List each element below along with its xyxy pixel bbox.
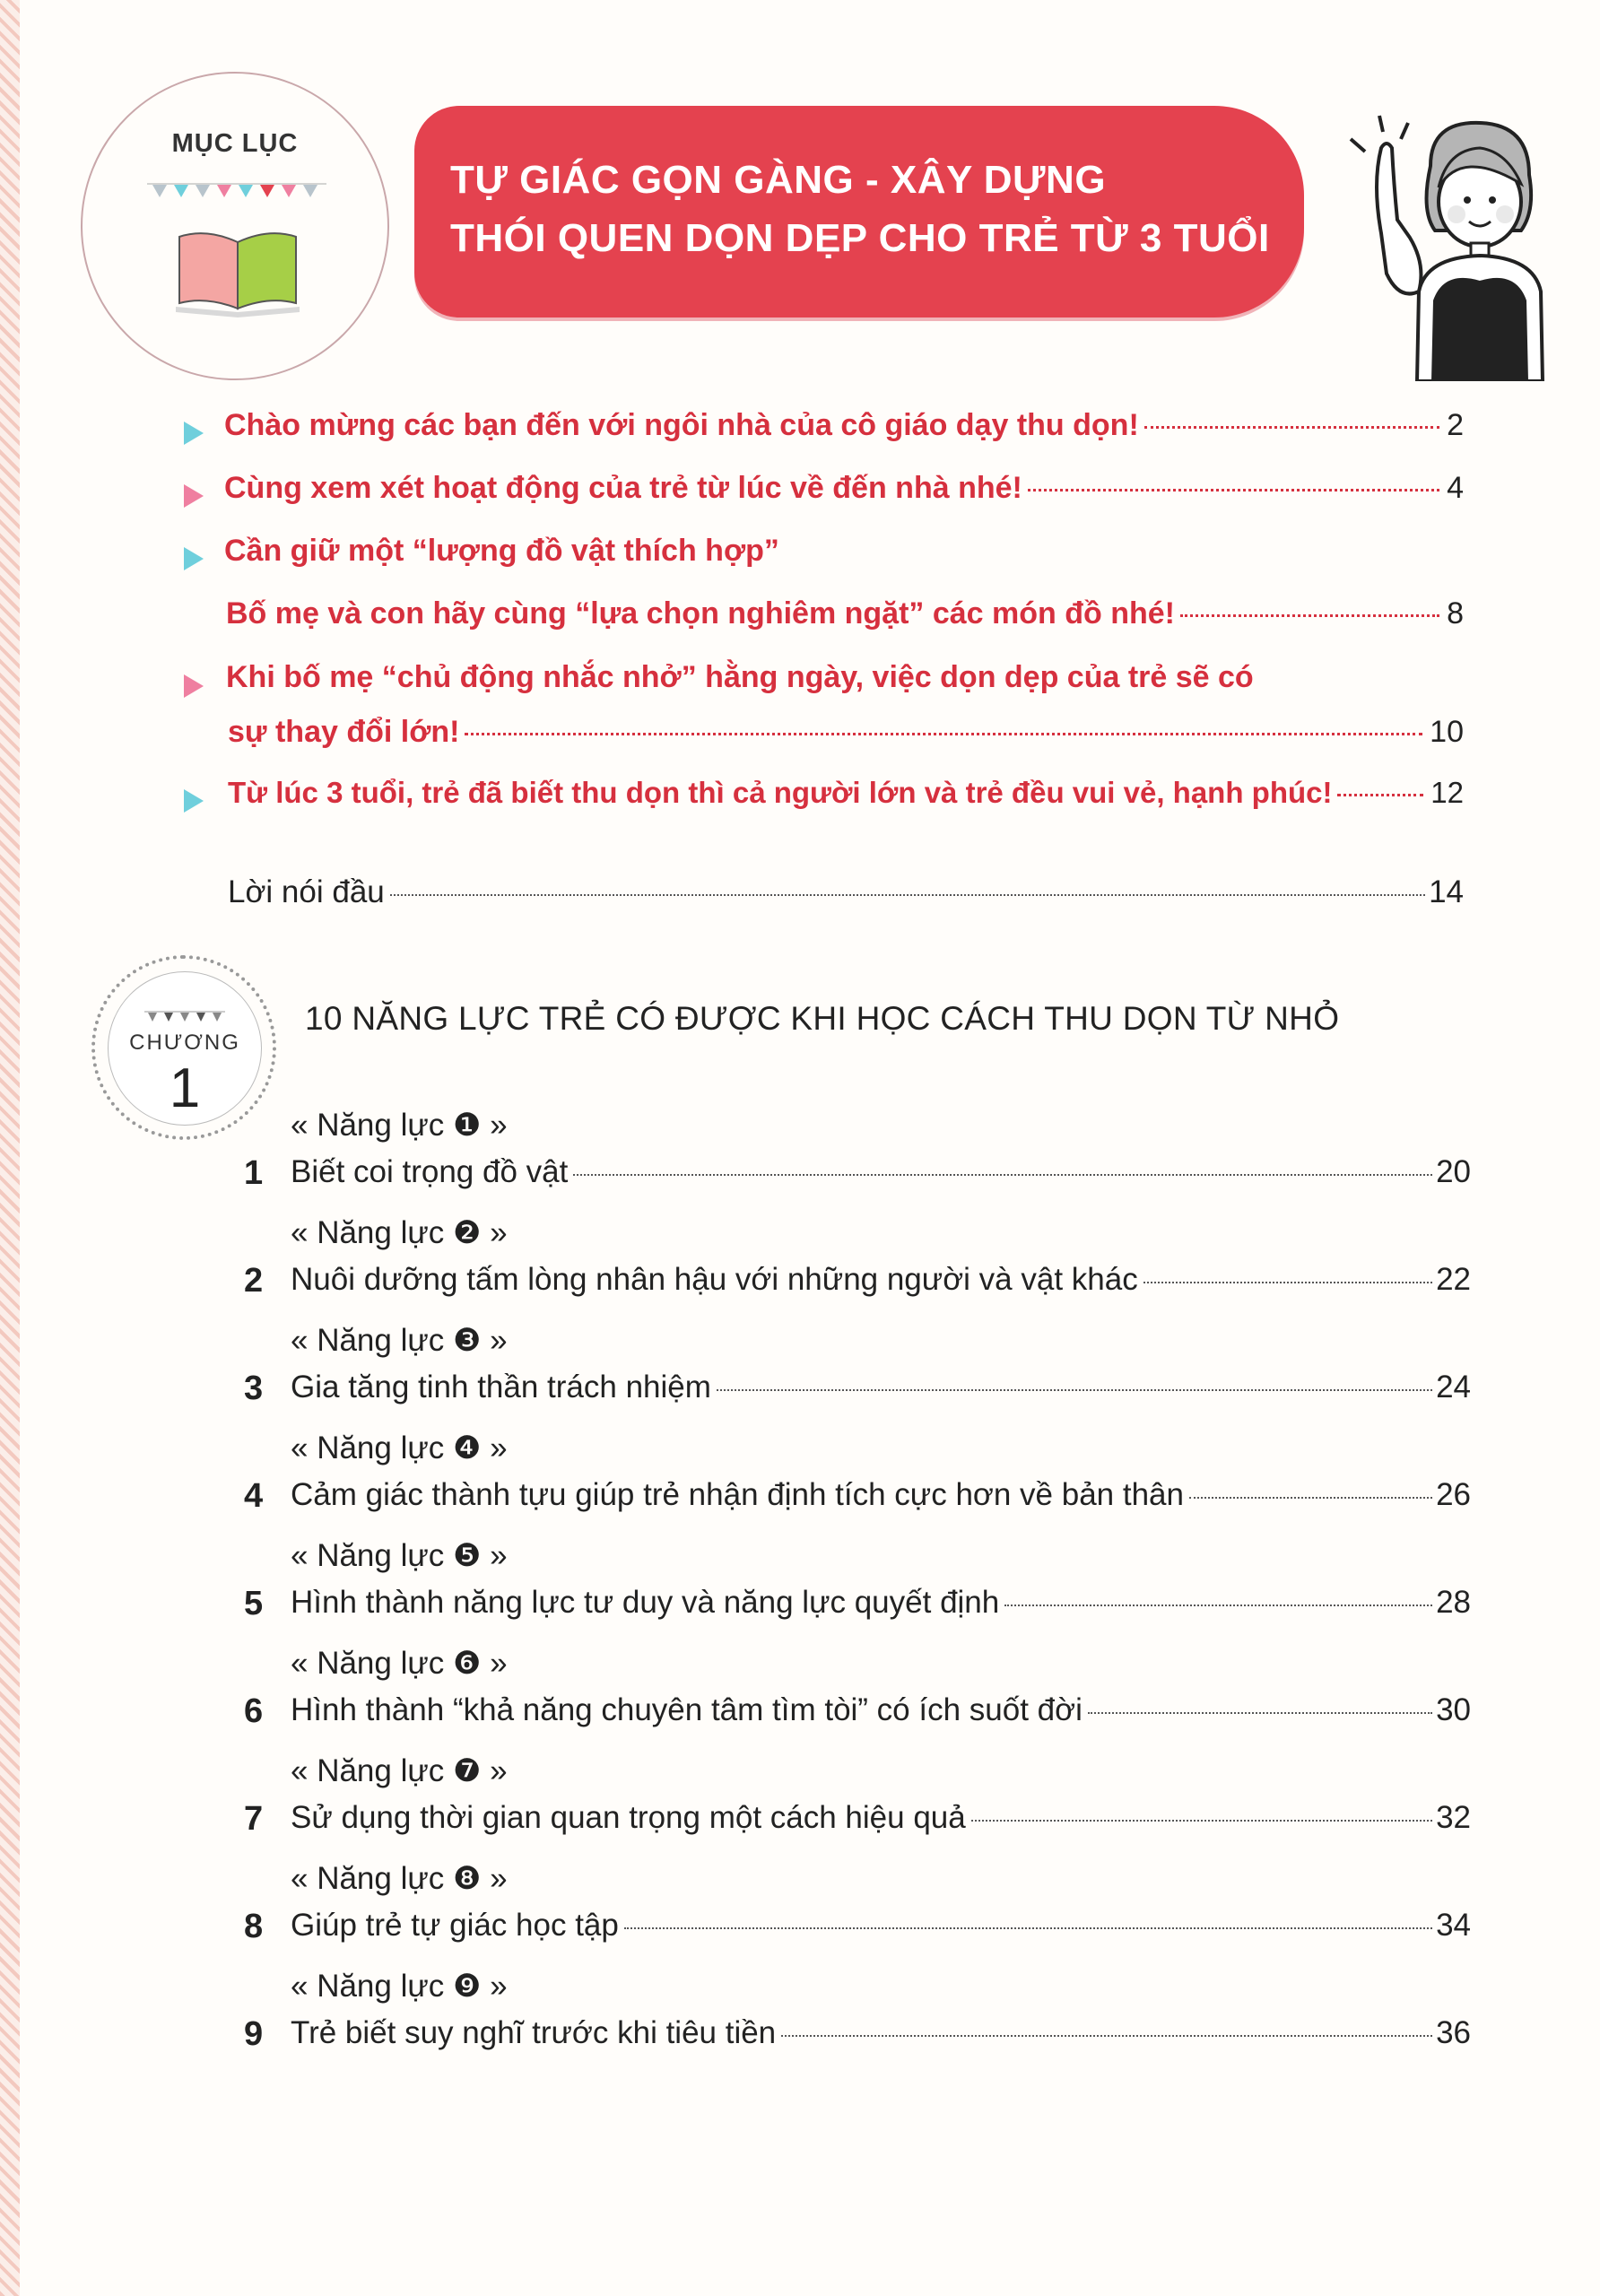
- bullet-triangle-icon: [184, 674, 204, 698]
- toc-item-page: 2: [1447, 408, 1464, 442]
- skill-label: « Năng lực ❸ »: [291, 1323, 508, 1358]
- skill-label: « Năng lực ❾ »: [291, 1969, 508, 2004]
- leader-dots: [465, 733, 1422, 735]
- leader-dots: [1189, 1497, 1432, 1499]
- skill-number: 1: [244, 1154, 264, 1192]
- skill-page: 20: [1436, 1154, 1471, 1189]
- toc-item-title: Chào mừng các bạn đến với ngôi nhà của cô giáo dạy thu dọn!: [224, 408, 1139, 442]
- badge-label: MỤC LỤC: [171, 129, 299, 158]
- toc-item-page: 10: [1430, 715, 1464, 749]
- leader-dots: [390, 894, 1425, 896]
- skill-title: Cảm giác thành tựu giúp trẻ nhận định tích cực hơn về bản thân: [291, 1477, 1184, 1512]
- open-book-icon: [170, 219, 305, 317]
- skill-label: « Năng lực ❹ »: [291, 1431, 508, 1465]
- toc-intro-item-3[interactable]: [226, 596, 1464, 631]
- skill-number: 2: [244, 1262, 264, 1300]
- skill-page: 32: [1436, 1800, 1471, 1835]
- toc-preface[interactable]: [228, 874, 1464, 910]
- skill-title: Hình thành “khả năng chuyên tâm tìm tòi” có ích suốt đời: [291, 1692, 1083, 1727]
- toc-item-page: 8: [1447, 596, 1464, 631]
- leader-dots: [1088, 1712, 1432, 1714]
- banner-line-1: TỰ GIÁC GỌN GÀNG - XÂY DỰNG: [450, 158, 1107, 202]
- skill-page: 22: [1436, 1262, 1471, 1297]
- toc-skill-item[interactable]: [233, 1108, 1471, 1213]
- skill-number: 9: [244, 2015, 264, 2053]
- toc-skill-item[interactable]: [233, 1646, 1471, 1752]
- bunting-icon: [144, 1010, 225, 1024]
- toc-intro-item-4-line1: Khi bố mẹ “chủ động nhắc nhở” hằng ngày, việc dọn dẹp của trẻ sẽ có: [226, 660, 1254, 694]
- leader-dots: [573, 1174, 1432, 1176]
- bunting-icon: [147, 181, 326, 203]
- toc-skill-item[interactable]: [233, 1969, 1471, 2074]
- title-banner: [414, 106, 1304, 317]
- toc-intro-item-1[interactable]: [224, 408, 1464, 443]
- toc-intro-item-3-line1: Cần giữ một “lượng đồ vật thích hợp”: [224, 534, 779, 568]
- bullet-triangle-icon: [184, 789, 204, 813]
- chapter-word: CHƯƠNG: [129, 1031, 240, 1055]
- toc-item-page: 14: [1429, 874, 1464, 909]
- leader-dots: [1144, 426, 1439, 429]
- skill-label: « Năng lực ❺ »: [291, 1538, 508, 1573]
- leader-dots: [717, 1389, 1432, 1391]
- banner-line-2: THÓI QUEN DỌN DẸP CHO TRẺ TỪ 3 TUỔI: [450, 216, 1270, 260]
- bullet-triangle-icon: [184, 422, 204, 445]
- skill-label: « Năng lực ❽ »: [291, 1861, 508, 1896]
- leader-dots: [1143, 1282, 1432, 1283]
- toc-skill-item[interactable]: [233, 1538, 1471, 1644]
- skill-page: 28: [1436, 1585, 1471, 1620]
- toc-skill-item[interactable]: [233, 1861, 1471, 1967]
- skill-title: Trẻ biết suy nghĩ trước khi tiêu tiền: [291, 2015, 777, 2050]
- leader-dots: [781, 2035, 1432, 2037]
- chapter-title: 10 NĂNG LỰC TRẺ CÓ ĐƯỢC KHI HỌC CÁCH THU DỌN TỪ NHỎ: [305, 1000, 1340, 1037]
- skill-label: « Năng lực ❻ »: [291, 1646, 508, 1681]
- teacher-illustration-icon: [1345, 112, 1552, 381]
- page-edge-decoration: [0, 0, 20, 2296]
- toc-item-title: Bố mẹ và con hãy cùng “lựa chọn nghiêm ngặt” các món đồ nhé!: [226, 596, 1175, 631]
- skill-title: Hình thành năng lực tư duy và năng lực quyết định: [291, 1585, 1000, 1620]
- toc-intro-item-4[interactable]: [228, 715, 1464, 750]
- toc-intro-item-2[interactable]: [224, 471, 1464, 506]
- skill-title: Nuôi dưỡng tấm lòng nhân hậu với những người và vật khác: [291, 1262, 1138, 1297]
- skill-label: « Năng lực ❷ »: [291, 1215, 508, 1250]
- toc-item-title: sự thay đổi lớn!: [228, 715, 460, 749]
- skill-page: 24: [1436, 1370, 1471, 1405]
- skill-number: 5: [244, 1585, 264, 1622]
- skill-page: 36: [1436, 2015, 1471, 2050]
- skill-page: 30: [1436, 1692, 1471, 1727]
- chapter-number: 1: [169, 1057, 201, 1119]
- skill-number: 6: [244, 1692, 264, 1730]
- bullet-triangle-icon: [184, 484, 204, 508]
- leader-dots: [1337, 794, 1423, 796]
- toc-item-page: 12: [1430, 776, 1464, 809]
- toc-intro-item-5[interactable]: [228, 776, 1464, 810]
- toc-skill-item[interactable]: [233, 1215, 1471, 1321]
- toc-item-title: Từ lúc 3 tuổi, trẻ đã biết thu dọn thì cả người lớn và trẻ đều vui vẻ, hạnh phúc!: [228, 776, 1333, 809]
- skill-title: Biết coi trọng đồ vật: [291, 1154, 569, 1189]
- skill-title: Sử dụng thời gian quan trọng một cách hiệu quả: [291, 1800, 966, 1835]
- leader-dots: [971, 1820, 1432, 1822]
- skill-label: « Năng lực ❶ »: [291, 1108, 508, 1143]
- skill-page: 26: [1436, 1477, 1471, 1512]
- leader-dots: [624, 1927, 1432, 1929]
- toc-skill-item[interactable]: [233, 1431, 1471, 1536]
- toc-item-title: Lời nói đầu: [228, 874, 385, 909]
- toc-skill-item[interactable]: [233, 1753, 1471, 1859]
- skill-page: 34: [1436, 1908, 1471, 1943]
- toc-skill-item[interactable]: [233, 1323, 1471, 1429]
- skill-title: Gia tăng tinh thần trách nhiệm: [291, 1370, 711, 1405]
- bullet-triangle-icon: [184, 547, 204, 570]
- toc-item-page: 4: [1447, 471, 1464, 505]
- skill-number: 4: [244, 1477, 264, 1515]
- toc-item-title: Cùng xem xét hoạt động của trẻ từ lúc về đến nhà nhé!: [224, 471, 1022, 505]
- leader-dots: [1180, 614, 1439, 617]
- skill-number: 3: [244, 1370, 264, 1407]
- leader-dots: [1004, 1605, 1432, 1606]
- toc-badge: [81, 72, 389, 380]
- skill-label: « Năng lực ❼ »: [291, 1753, 508, 1788]
- skill-number: 8: [244, 1908, 264, 1945]
- skill-number: 7: [244, 1800, 264, 1838]
- leader-dots: [1028, 489, 1439, 491]
- skill-title: Giúp trẻ tự giác học tập: [291, 1908, 619, 1943]
